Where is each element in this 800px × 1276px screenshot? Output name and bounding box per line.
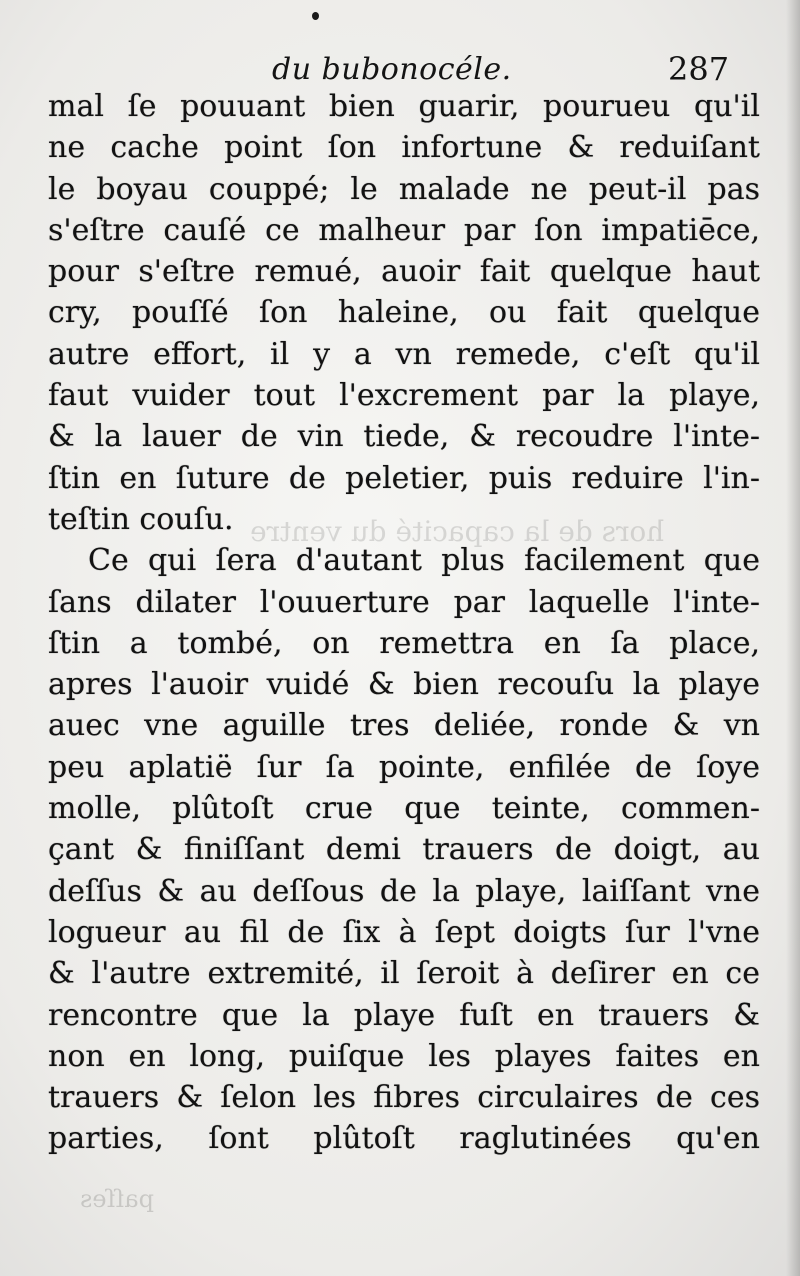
text-line: ſtin a tombé, on remettra en ſa place,	[48, 625, 760, 661]
text-line: logueur au fil de ſix à ſept doigts ſur l'vne	[48, 914, 760, 950]
text-line: ne cache point ſon infortune & reduiſant	[48, 130, 760, 166]
text-line: teſtin couſu.	[48, 501, 234, 537]
text-line: ſtin en ſuture de peletier, puis reduire l'in-	[48, 460, 760, 496]
text-line: trauers & ſelon les fibres circulaires de ces	[48, 1080, 760, 1116]
page-number: 287	[668, 50, 730, 88]
running-head: du bubonocéle.	[272, 52, 512, 87]
ink-dot	[312, 12, 319, 20]
text-line: molle, plûtoſt crue que teinte, commen-	[48, 791, 760, 827]
text-line: & la lauer de vin tiede, & recoudre l'inte-	[48, 419, 760, 455]
text-line: çant & finiſſant demi trauers de doigt, au	[48, 832, 760, 868]
text-line: peu aplatië ſur ſa pointe, enfilée de ſoye	[48, 749, 760, 785]
text-line: deſſus & au deſſous de la playe, laiſſant vne	[48, 873, 760, 909]
text-line: & l'autre extremité, il ſeroit à deſirer en ce	[48, 956, 760, 992]
text-line: cry, pouſſé ſon haleine, ou fait quelque	[48, 295, 760, 331]
text-line: parties, ſont plûtoſt raglutinées qu'en	[48, 1121, 760, 1157]
text-line: Ce qui ſera d'autant plus facilement que	[88, 543, 760, 579]
text-line: non en long, puiſque les playes faites en	[48, 1038, 760, 1074]
text-line: mal ſe pouuant bien guarir, pourueu qu'il	[48, 89, 760, 124]
text-line: faut vuider tout l'excrement par la playe,	[48, 378, 760, 414]
text-line: autre effort, il y a vn remede, c'eſt qu'il	[48, 336, 760, 372]
text-line: rencontre que la playe fuſt en trauers &	[48, 997, 760, 1033]
text-line: auec vne aguille tres deliée, ronde & vn	[48, 708, 760, 744]
text-line: pour s'eſtre remué, auoir fait quelque haut	[48, 254, 760, 290]
text-line: le boyau couppé; le malade ne peut-il pas	[48, 171, 760, 207]
text-line: ſans dilater l'ouuerture par laquelle l'inte-	[48, 584, 760, 620]
body-text	[48, 86, 760, 1160]
page-edge-shadow	[786, 0, 800, 1276]
show-through-text: hors de la capacité du ventre	[250, 515, 665, 548]
show-through-text: paſſes	[80, 1185, 154, 1213]
text-line: apres l'auoir vuidé & bien recouſu la playe	[48, 667, 760, 703]
text-line: s'eſtre cauſé ce malheur par ſon impatiēce,	[48, 212, 760, 248]
